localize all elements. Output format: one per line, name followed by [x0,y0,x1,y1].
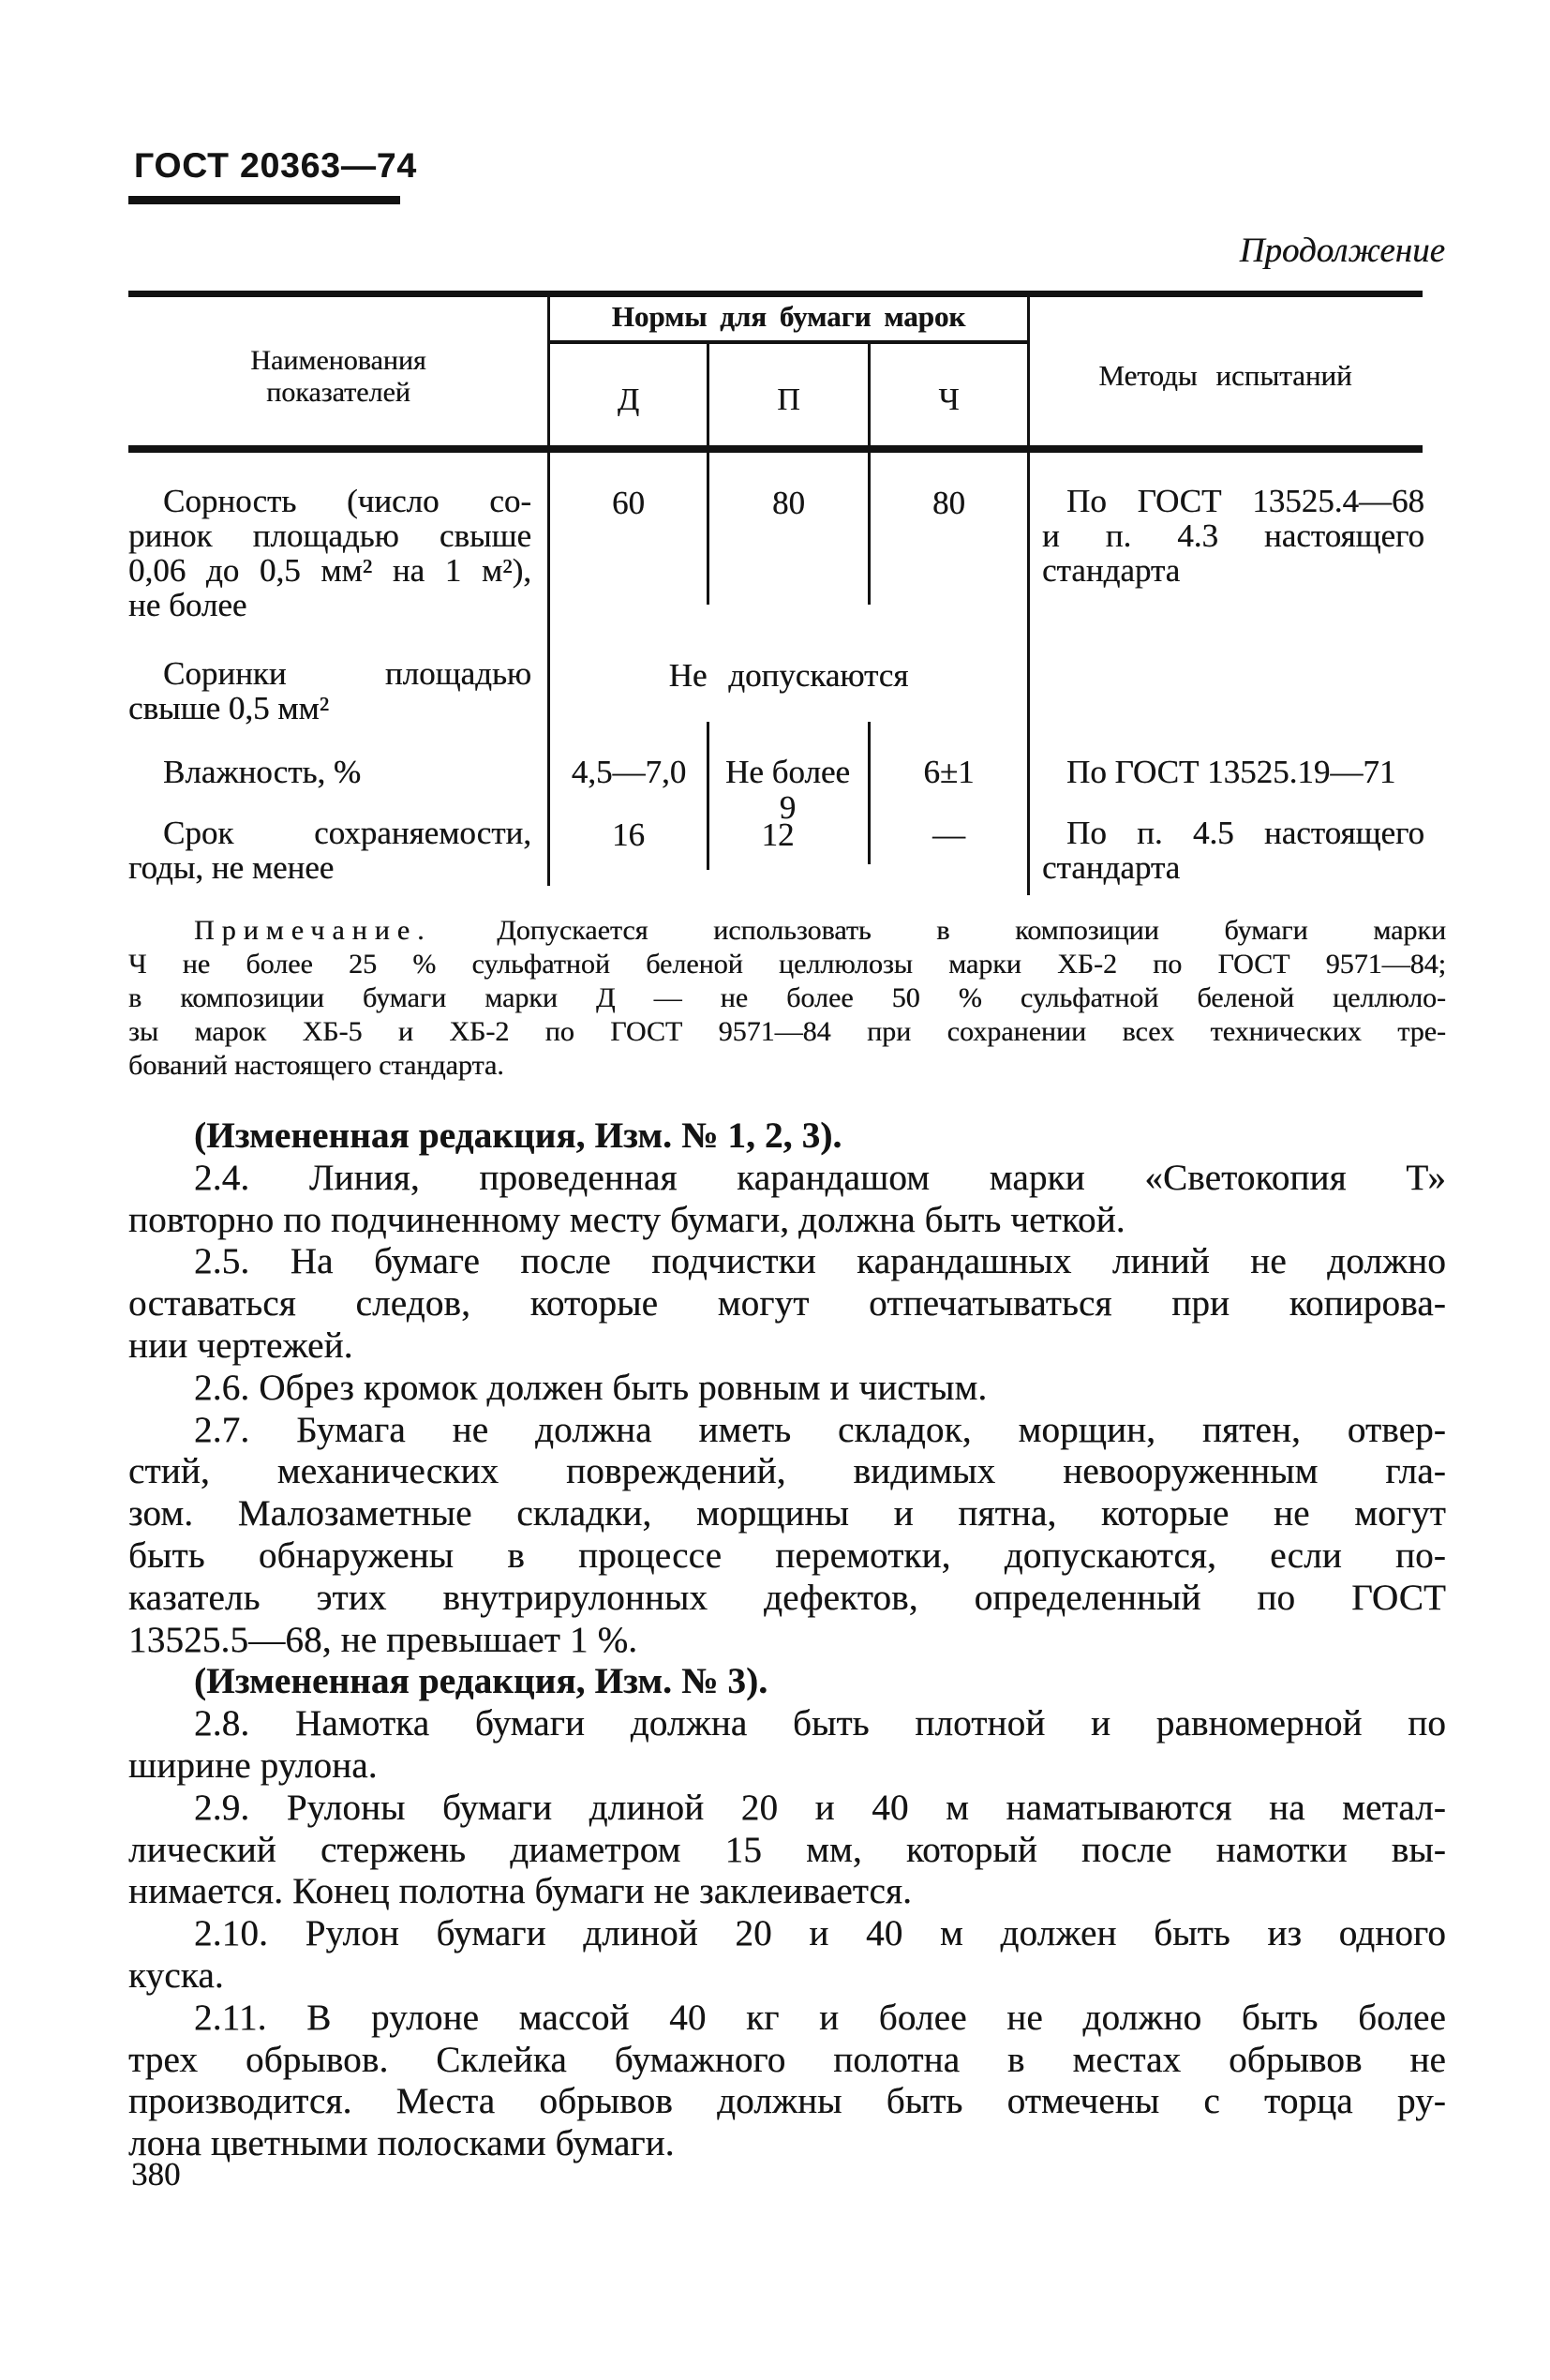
text-line: 2.7. Бумага не должна иметь складок, морщин, пятен, отвер- [194,1409,1446,1450]
table-divider-d-p-upper [707,340,709,605]
text-line: 2.10. Рулон бумаги длиной 20 и 40 м должен быть из одного [194,1913,1446,1954]
text-line: стандарта [1042,849,1181,886]
text-line: По ГОСТ 13525.19—71 [1066,754,1396,790]
row-sornost-value-p: 80 [772,485,805,521]
row-sornost-name [128,484,531,622]
text-line: и п. 4.3 настоящего [1042,517,1424,554]
paragraph-2-4 [128,1158,1446,1242]
paragraph-amendment-3 [128,1661,1446,1703]
paragraph-2-5 [128,1241,1446,1367]
text-line: ширине рулона. [128,1744,378,1786]
row-sornost-value-d: 60 [612,485,645,521]
text-line: Не более [725,754,850,790]
table-top-rule [128,291,1423,297]
row-srok-method [1042,816,1424,885]
text-line: 9 [779,789,797,826]
text-line: повторно по подчиненному месту бумаги, должна быть четкой. [128,1199,1125,1240]
text-line: стий, механических повреждений, видимых невооруженным гла- [128,1451,1446,1492]
text-line: свыше 0,5 мм² [128,690,330,726]
paragraph-2-8 [128,1703,1446,1788]
text-line: По ГОСТ 13525.4—68 [1066,483,1424,519]
row-sorinki-name [128,656,531,726]
table-group-underline [549,340,1028,344]
text-line: Ч не более 25 % сульфатной беленой целлюлозы марки ХБ-2 по ГОСТ 9571—84; [128,949,1446,980]
text-line: 2.11. В рулоне массой 40 кг и более не должно быть более [194,1997,1446,2038]
doc-number: ГОСТ 20363—74 [134,146,417,185]
text-line: По п. 4.5 настоящего [1066,815,1424,851]
row-srok-value-p: 12 [761,816,795,853]
text-line: (Измененная редакция, Изм. № 1, 2, 3). [194,1115,842,1156]
text-line: в композиции бумаги марки Д — не более 50 % сульфатной беленой целлюло- [128,982,1446,1013]
row-sornost-value-ch: 80 [932,485,965,521]
text-line: лона цветными полосками бумаги. [128,2123,675,2164]
text-line: Срок сохраняемости, [163,815,531,851]
column-header-grade-p: П [777,382,800,417]
text-line: показателей [266,377,410,408]
column-header-grade-ch: Ч [938,382,960,417]
text-line: зом. Малозаметные складки, морщины и пятна, которые не могут [128,1493,1446,1534]
note-label: Примечание. [194,915,432,946]
note-first-line [128,914,1446,948]
text-line: нии чертежей. [128,1325,353,1366]
row-vlazhnost-name [128,755,531,789]
text-line: Влажность, % [163,754,362,790]
text-line: быть обнаружены в процессе перемотки, допускаются, если по- [128,1534,1446,1576]
text-line: не более [128,587,247,623]
text-line: 0,06 до 0,5 мм² на 1 м²), [128,552,531,589]
paragraph-2-7 [128,1410,1446,1662]
text-line: нимается. Конец полотна бумаги не заклеивается. [128,1871,913,1912]
column-header-grade-d: Д [617,382,640,417]
text-line: Сорность (число со- [163,483,531,519]
row-sorinki-span-value: Не допускаются [668,657,909,694]
paragraph-2-10 [128,1913,1446,1998]
text-line: трех обрывов. Склейка бумажного полотна в местах обрывов не [128,2039,1446,2080]
text-line: 2.4. Линия, проведенная карандашом марки «Светокопия Т» [194,1157,1446,1198]
text-line: Наименования [250,345,426,376]
row-sornost-method [1042,484,1424,588]
text-line: куска. [128,1954,224,1996]
text-line: Соринки площадью [163,655,531,692]
text-line: 2.9. Рулоны бумаги длиной 20 и 40 м наматываются на метал- [194,1787,1446,1828]
row-srok-name [128,816,531,885]
row-vlazhnost-method [1042,755,1424,789]
text-line: годы, не менее [128,849,335,886]
text-line: производится. Места обрывов должны быть отмечены с торца ру- [128,2081,1446,2122]
paragraph-2-6 [128,1368,1446,1410]
row-srok-value-d: 16 [612,816,645,853]
row-vlazhnost-value-ch: 6±1 [923,754,975,790]
text-line: казатель этих внутрирулонных дефектов, определенный по ГОСТ [128,1577,1446,1618]
text-line: 2.6. Обрез кромок должен быть ровным и чистым. [194,1367,988,1408]
continuation-label: Продолжение [1239,232,1445,270]
table-divider-p-ch-upper [868,340,871,605]
column-group-header-norms: Нормы для бумаги марок [611,300,966,333]
row-srok-value-ch: — [932,816,965,853]
text-line: 2.8. Намотка бумаги должна быть плотной и равномерной по [194,1703,1446,1744]
text-line: зы марок ХБ-5 и ХБ-2 по ГОСТ 9571—84 при сохранении всех технических тре- [128,1016,1446,1047]
paragraph-amendment-123 [128,1115,1446,1158]
text-line: 13525.5—68, не превышает 1 %. [128,1619,638,1660]
table-header-bottom-rule [128,445,1423,453]
text-line: (Измененная редакция, Изм. № 3). [194,1661,768,1702]
text-line: 2.5. На бумаге после подчистки карандашных линий не должно [194,1241,1446,1282]
paragraph-2-9 [128,1788,1446,1913]
text-line: бований настоящего стандарта. [128,1050,504,1081]
paragraph-2-11 [128,1998,1446,2165]
column-header-names [128,345,548,409]
doc-number-underline [128,196,400,204]
text-line: стандарта [1042,552,1181,589]
row-vlazhnost-value-d: 4,5—7,0 [571,754,687,790]
text-line: лический стержень диаметром 15 мм, который после намотки вы- [128,1829,1446,1870]
text-line: ринок площадью свыше [128,517,531,554]
body-paragraphs [128,1115,1446,2165]
text-line: оставаться следов, которые могут отпечатываться при копирова- [128,1283,1446,1325]
note-continuation [128,948,1446,1083]
row-vlazhnost-value-p [707,755,869,826]
note-first-line-rest: Допускается использовать в композиции бумаги марки [497,915,1447,946]
column-header-methods: Методы испытаний [1098,359,1352,392]
table-note [128,914,1446,1083]
page-number: 380 [131,2156,181,2193]
